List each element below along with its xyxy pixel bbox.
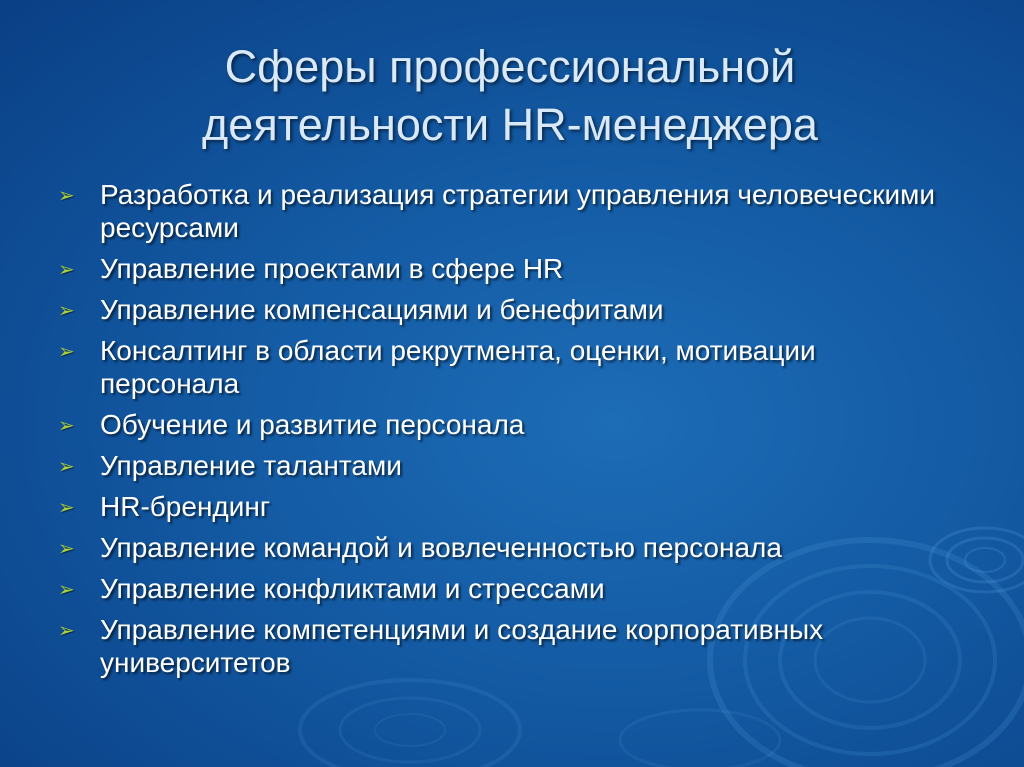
list-item-label: HR-брендинг — [100, 491, 271, 522]
list-item — [58, 490, 958, 523]
arrow-bullet-icon: ➢ — [58, 259, 75, 281]
list-item-label: Управление компетенциями и создание корпоративных университетов — [100, 614, 824, 678]
spheres-list — [58, 178, 958, 687]
arrow-bullet-icon: ➢ — [58, 300, 75, 322]
arrow-bullet-icon: ➢ — [58, 456, 75, 478]
list-item-label: Управление командой и вовлеченностью персонала — [100, 532, 782, 563]
arrow-bullet-icon: ➢ — [58, 620, 75, 642]
list-item-label: Управление компенсациями и бенефитами — [100, 294, 664, 325]
arrow-bullet-icon: ➢ — [58, 579, 75, 601]
arrow-bullet-icon: ➢ — [58, 341, 75, 363]
list-item — [58, 613, 958, 679]
list-item-label: Управление проектами в сфере HR — [100, 253, 564, 284]
list-item — [58, 408, 958, 441]
list-item — [58, 572, 958, 605]
list-item — [58, 531, 958, 564]
list-item — [58, 293, 958, 326]
list-item-label: Консалтинг в области рекрутмента, оценки, мотивации персонала — [100, 335, 816, 399]
arrow-bullet-icon: ➢ — [58, 497, 75, 519]
arrow-bullet-icon: ➢ — [58, 415, 75, 437]
arrow-bullet-icon: ➢ — [58, 185, 75, 207]
list-item — [58, 449, 958, 482]
title-line-1: Сферы профессиональной — [224, 41, 796, 92]
title-line-2: деятельности HR-менеджера — [202, 99, 818, 150]
list-item-label: Разработка и реализация стратегии управления человеческими ресурсами — [100, 179, 935, 243]
list-item — [58, 334, 958, 400]
list-item — [58, 178, 958, 244]
list-item-label: Управление конфликтами и стрессами — [100, 573, 605, 604]
list-item-label: Обучение и развитие персонала — [100, 409, 525, 440]
arrow-bullet-icon: ➢ — [58, 538, 75, 560]
list-item — [58, 252, 958, 285]
list-item-label: Управление талантами — [100, 450, 402, 481]
slide-title — [60, 38, 960, 154]
